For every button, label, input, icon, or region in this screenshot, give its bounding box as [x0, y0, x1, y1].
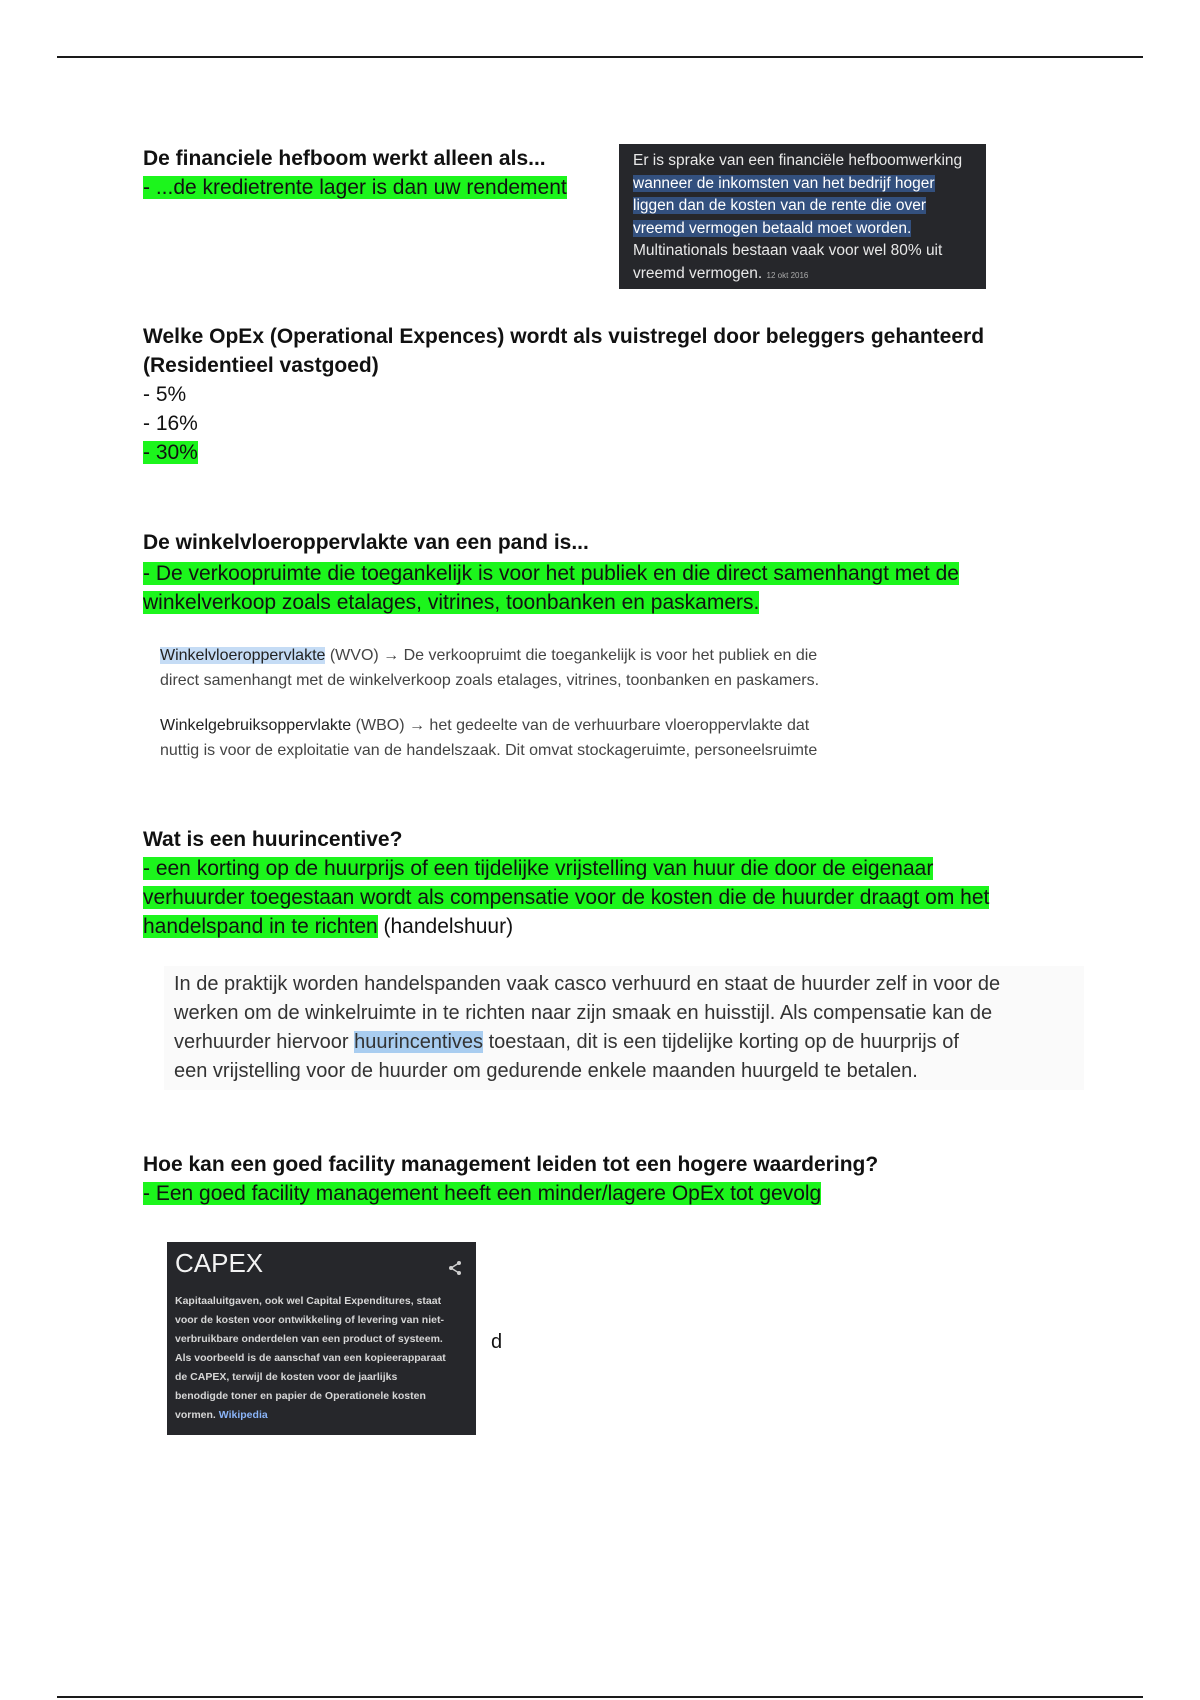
wbo-reference: Winkelgebruiksoppervlakte (WBO) → het gedeelte van de verhuurbare vloeroppervlakte dat nuttig is voor de exploitatie van de handelszaak. Dit omvat stockageruimte, personeelsruimte	[160, 717, 818, 759]
question-title: Welke OpEx (Operational Expences) wordt als vuistregel door beleggers gehanteerd	[143, 325, 985, 348]
question-title: Hoe kan een goed facility management leiden tot een hogere waardering?	[143, 1153, 879, 1176]
option-3-correct: - 30%	[143, 441, 198, 464]
answer-highlight-line3: handelspand in te richten	[143, 915, 378, 938]
question-4	[143, 825, 989, 941]
capex-screenshot	[167, 1242, 476, 1435]
question-1	[143, 144, 567, 202]
capex-description: Kapitaaluitgaven, ook wel Capital Expenditures, staat voor de kosten voor ontwikkeling of levering van niet- verbruikbare onderdelen van een product of systeem. Als voorbeeld is de aanschaf van een kopieerapparaat de CAPEX, terwijl de kosten voor de jaarlijks benodigde toner en papier de Operationele kosten vormen. Wikipedia	[175, 1295, 446, 1421]
answer-highlight-line1: - De verkoopruimte die toegankelijk is voor het publiek en die direct samenhangt met de	[143, 562, 959, 585]
question-title-cont: (Residentieel vastgoed)	[143, 354, 379, 377]
wvo-reference: Winkelvloeroppervlakte (WVO) → De verkoopruimt die toegankelijk is voor het publiek en die direct samenhangt met de winkelverkoop zoals etalages, vitrines, toonbanken en paskamers.	[160, 647, 820, 689]
answer-highlight: - ...de kredietrente lager is dan uw rendement	[143, 176, 567, 199]
answer-highlight-line1: - een korting op de huurprijs of een tijdelijke vrijstelling van huur die door de eigenaar	[143, 857, 934, 880]
question-5	[143, 1150, 878, 1208]
answer-suffix: (handelshuur)	[377, 915, 514, 938]
question-2	[143, 322, 984, 467]
wbo-term: Winkelgebruiksoppervlakte	[160, 717, 352, 734]
side-letter: d	[491, 1331, 503, 1353]
answer-highlight-line2: winkelverkoop zoals etalages, vitrines, toonbanken en paskamers.	[143, 591, 760, 614]
capex-title: CAPEX	[175, 1248, 264, 1278]
wikipedia-link[interactable]: Wikipedia	[218, 1409, 268, 1421]
top-rule	[57, 56, 1143, 58]
wvo-term: Winkelvloeroppervlakte	[160, 647, 326, 664]
date-label: 12 okt 2016	[766, 270, 809, 280]
question-title: De financiele hefboom werkt alleen als...	[143, 147, 546, 170]
option-2: - 16%	[143, 412, 198, 435]
option-1: - 5%	[143, 383, 187, 406]
hefboom-screenshot: Er is sprake van een financiële hefboomwerking wanneer de inkomsten van het bedrijf hoger liggen dan de kosten van de rente die over vreemd vermogen betaald moet worden. Multinationals bestaan vaak voor wel 80% uit vreemd vermogen. 12 okt 2016	[619, 144, 986, 289]
question-title: De winkelvloeroppervlakte van een pand is...	[143, 531, 589, 554]
answer-highlight-line2: verhuurder toegestaan wordt als compensatie voor de kosten die de huurder draagt om het	[143, 886, 990, 909]
share-icon	[448, 1260, 462, 1276]
bottom-rule	[57, 1696, 1143, 1698]
question-3	[143, 528, 959, 617]
question-title: Wat is een huurincentive?	[143, 828, 403, 851]
huurincentive-quote: In de praktijk worden handelspanden vaak casco verhuurd en staat de huurder zelf in voor de werken om de winkelruimte in te richten naar zijn smaak en huisstijl. Als compensatie kan de verhuurder hiervoor huurincentives toestaan, dit is een tijdelijke korting op de huurprijs of een vrijstelling voor de huurder om gedurende enkele maanden huurgeld te betalen.	[164, 966, 1084, 1090]
answer-highlight: - Een goed facility management heeft een minder/lagere OpEx tot gevolg	[143, 1182, 822, 1205]
huurincentives-term: huurincentives	[354, 1031, 484, 1053]
